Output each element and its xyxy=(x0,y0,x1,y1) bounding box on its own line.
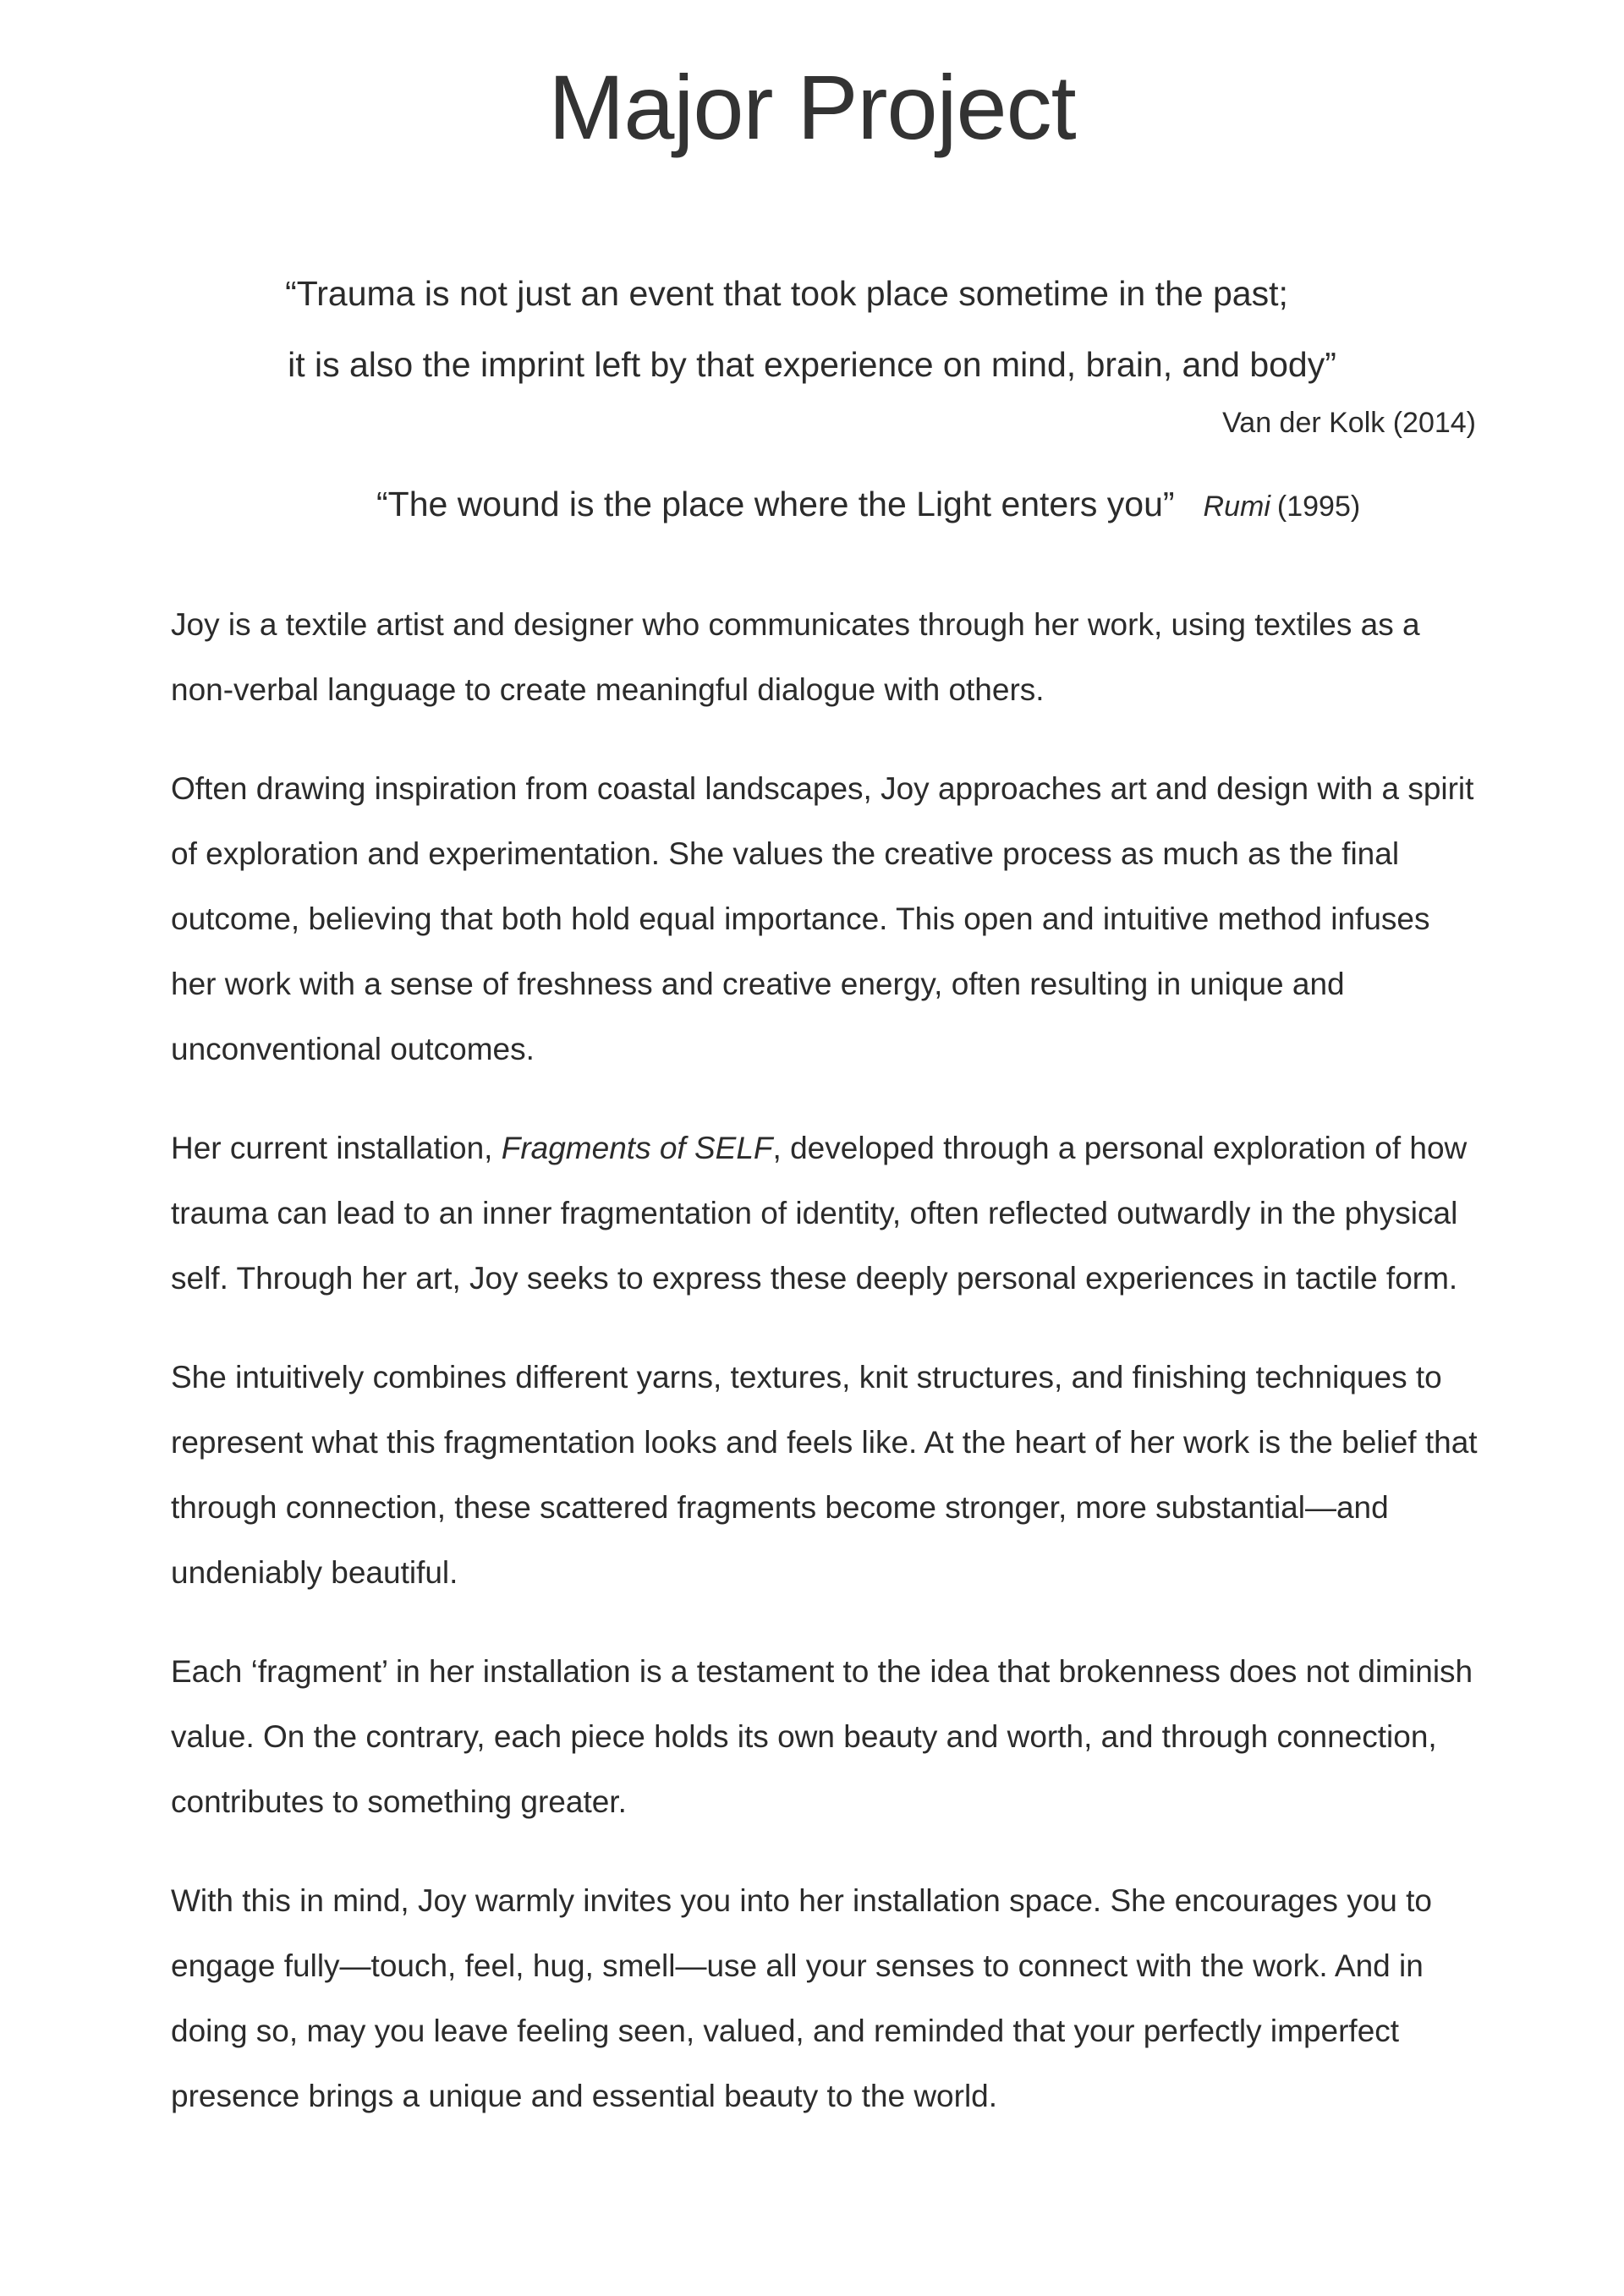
installation-title: Fragments of SELF xyxy=(501,1131,773,1165)
paragraph-invitation: With this in mind, Joy warmly invites you into her installation space. She encourages you to engage fully—touch, feel, hug, smell—use all your senses to connect with the work. And in doing so, may you leave feeling seen, valued, and reminded that your perfectly imperfect presence brings a unique and essential beauty to the world. xyxy=(171,1883,1433,2113)
kolk-quote xyxy=(0,258,1624,400)
paragraph-installation xyxy=(171,1115,1478,1311)
kolk-attribution: Van der Kolk (2014) xyxy=(1222,407,1476,439)
paragraph-installation-start: Her current installation, xyxy=(171,1131,502,1165)
paragraph-technique: She intuitively combines different yarns, textures, knit structures, and finishing techniques to represent what this fragmentation looks and feels like. At the heart of her work is the belief that through connection, these scattered fragments become stronger, more substantial—and undeniably beautiful. xyxy=(171,1360,1478,1590)
rumi-author: Rumi xyxy=(1203,490,1270,523)
rumi-quote xyxy=(376,480,1360,530)
kolk-quote-line-1: “Trauma is not just an event that took place sometime in the past; xyxy=(285,274,1288,313)
rumi-quote-text: “The wound is the place where the Light enters you” xyxy=(376,485,1175,523)
paragraph-installation-end: , developed through a personal exploration of how trauma can lead to an inner fragmentation of identity, often reflected outwardly in the physical self. Through her art, Joy seeks to express these deeply personal experiences in tactile form. xyxy=(171,1131,1468,1296)
kolk-quote-line-2: it is also the imprint left by that experience on mind, brain, and body” xyxy=(288,345,1336,384)
page-title: Major Project xyxy=(548,56,1076,158)
body-text xyxy=(171,592,1478,2162)
rumi-year: (1995) xyxy=(1276,490,1361,523)
paragraph-fragment: Each ‘fragment’ in her installation is a testament to the idea that brokenness does not diminish value. On the contrary, each piece holds its own beauty and worth, and through connection, contributes to something greater. xyxy=(171,1654,1473,1819)
paragraph-intro: Joy is a textile artist and designer who communicates through her work, using textiles as a non-verbal language to create meaningful dialogue with others. xyxy=(171,607,1420,707)
paragraph-inspiration: Often drawing inspiration from coastal landscapes, Joy approaches art and design with a spirit of exploration and experimentation. She values the creative process as much as the final outcome, believing that both hold equal importance. This open and intuitive method infuses her work with a sense of freshness and creative energy, often resulting in unique and unconventional outcomes. xyxy=(171,771,1474,1066)
